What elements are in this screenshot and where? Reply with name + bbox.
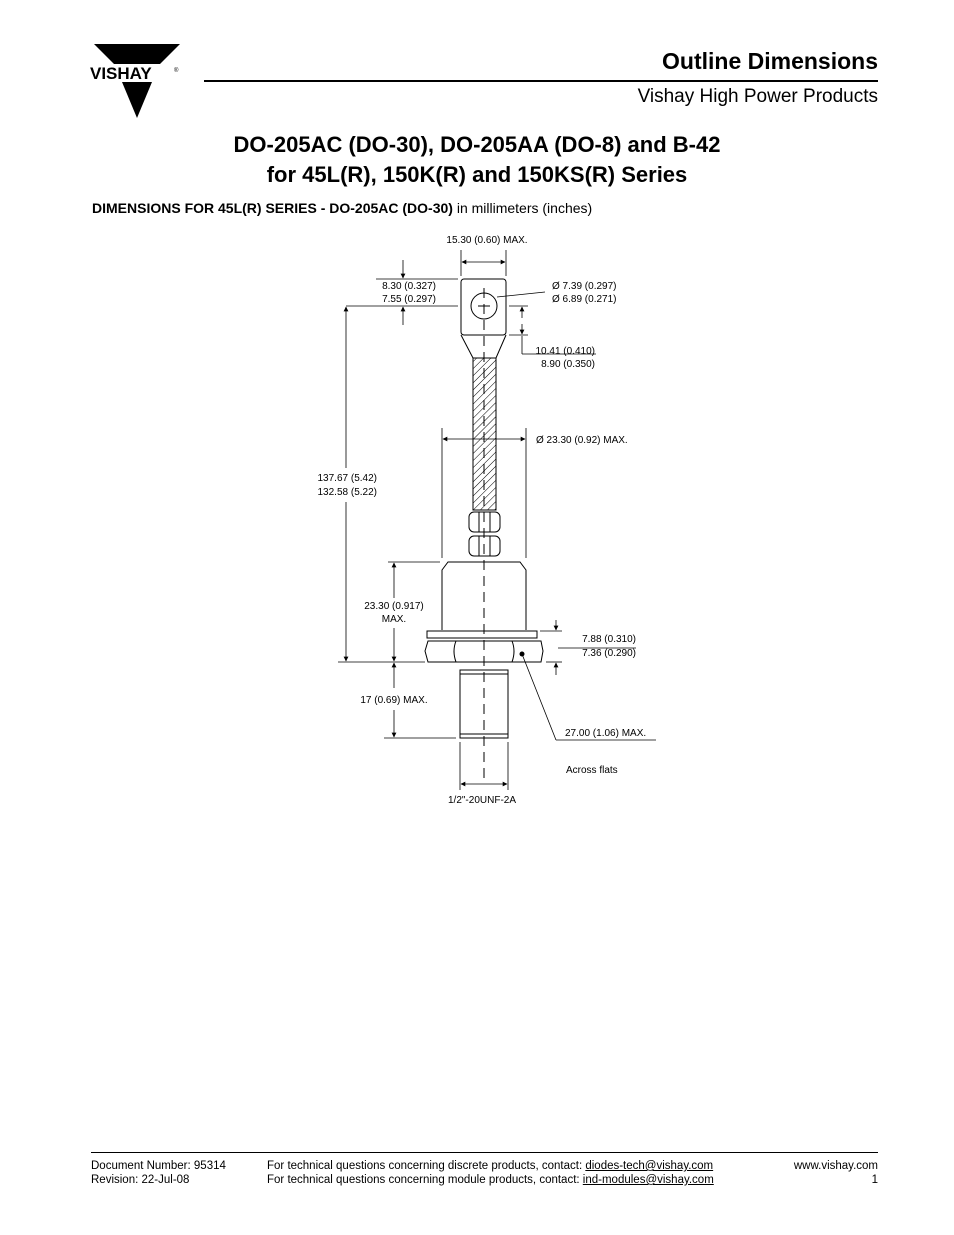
outline-drawing	[0, 220, 954, 820]
vishay-logo	[88, 42, 184, 122]
dim-hex-max: 7.88 (0.310)	[582, 634, 636, 645]
footer-doc-info	[91, 1159, 226, 1187]
dim-overall-min: 132.58 (5.22)	[317, 487, 377, 498]
footer-discrete-text: For technical questions concerning discrete products, contact:	[267, 1160, 586, 1172]
footer-website-link[interactable]: www.vishay.com	[793, 1160, 878, 1172]
dim-eye-max: 8.30 (0.327)	[382, 281, 436, 292]
dim-hex-min: 7.36 (0.290)	[582, 648, 636, 659]
svg-text:®: ®	[174, 68, 179, 74]
dim-stud-length: 17 (0.69) MAX.	[360, 695, 428, 706]
dim-terminal-min: 8.90 (0.350)	[541, 359, 595, 370]
footer-revision: Revision: 22-Jul-08	[91, 1174, 190, 1186]
page-title-line1: DO-205AC (DO-30), DO-205AA (DO-8) and B-42	[233, 132, 721, 157]
note-across-flats: Across flats	[566, 765, 618, 776]
section-heading	[92, 200, 592, 216]
header-rule	[204, 80, 878, 82]
footer-discrete-email-link[interactable]: diodes-tech@vishay.com	[585, 1160, 714, 1172]
dim-hole-min: Ø 6.89 (0.271)	[552, 294, 617, 305]
thread-spec: 1/2"-20UNF-2A	[447, 795, 517, 806]
footer-rule	[91, 1152, 878, 1153]
dim-eye-min: 7.55 (0.297)	[382, 294, 436, 305]
footer-right	[794, 1159, 878, 1187]
header-title: Outline Dimensions	[662, 48, 878, 74]
dim-terminal-max: 10.41 (0.410)	[535, 346, 595, 357]
footer-page-number: 1	[871, 1174, 878, 1186]
footer-module-email-link[interactable]: ind-modules@vishay.com	[582, 1174, 714, 1186]
section-heading-bold: DIMENSIONS FOR 45L(R) SERIES - DO-205AC (DO-30)	[92, 200, 453, 216]
dim-hole-max: Ø 7.39 (0.297)	[552, 281, 617, 292]
footer-contacts	[267, 1159, 714, 1187]
section-heading-units: in millimeters (inches)	[452, 200, 593, 216]
dim-overall-max: 137.67 (5.42)	[317, 473, 377, 484]
dim-body-height-suffix: MAX.	[381, 614, 407, 625]
footer-module-text: For technical questions concerning module products, contact:	[267, 1174, 583, 1186]
dim-body-diameter: Ø 23.30 (0.92) MAX.	[536, 435, 628, 446]
dim-hex-flats: 27.00 (1.06) MAX.	[565, 728, 647, 739]
header-subtitle: Vishay High Power Products	[637, 86, 878, 107]
dim-body-height: 23.30 (0.917)	[364, 601, 424, 612]
dim-top-width: 15.30 (0.60) MAX.	[446, 235, 528, 246]
page-title-line2: for 45L(R), 150K(R) and 150KS(R) Series	[266, 162, 688, 187]
footer-doc-number: Document Number: 95314	[91, 1160, 226, 1172]
logo-wordmark: VISHAY	[90, 64, 152, 83]
